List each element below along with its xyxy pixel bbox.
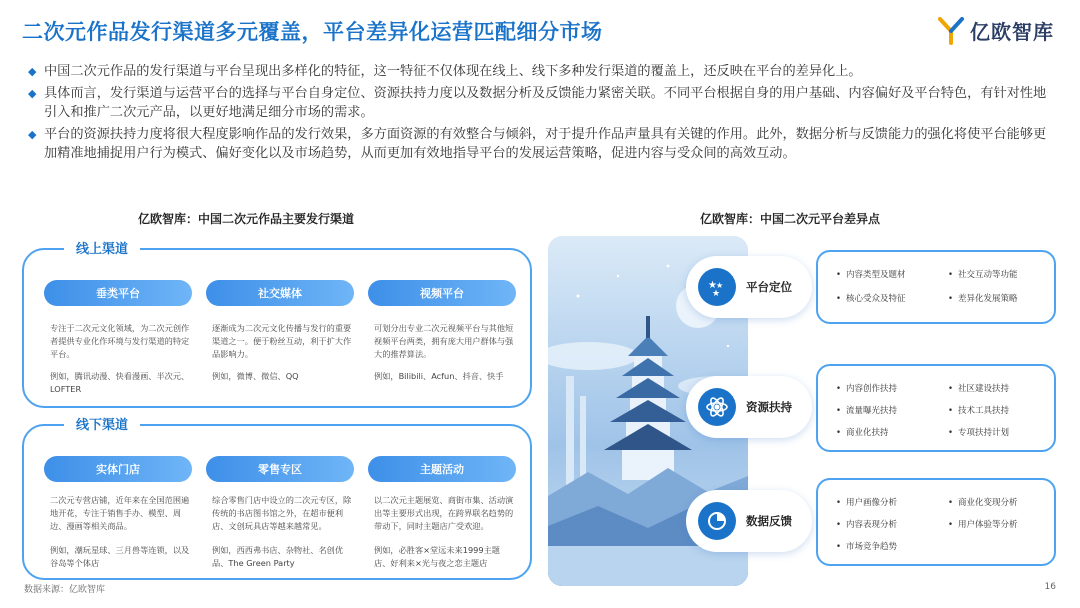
detail-item: • 内容类型及题材	[836, 268, 906, 280]
channel-label-retail-zone: 零售专区	[206, 456, 354, 482]
channel-desc: 综合零售门店中设立的二次元专区，除传统的书店图书馆之外，在超市便利店、文创玩具店等越来越常见。	[212, 495, 352, 531]
channel-label-themed-events: 主题活动	[368, 456, 516, 482]
logo-text: 亿欧智库	[970, 20, 1054, 44]
online-channels-box	[22, 242, 532, 408]
channel-desc: 以二次元主题展览、商街市集、活动演出等主要形式出现，在跨界联名趋势的带动下，同时主题店广受欢迎。	[374, 495, 514, 531]
data-source: 数据来源：亿欧智库	[24, 585, 106, 595]
data-feedback-badge	[686, 490, 812, 552]
logo-mark-icon	[938, 17, 964, 45]
summary-bullets	[28, 62, 1058, 166]
channel-desc: 二次元专营店铺，近年来在全国范围遍地开花，专注于销售手办、模型、周边、漫画等相关商品。	[50, 495, 190, 531]
page-title: 二次元作品发行渠道多元覆盖，平台差异化运营匹配细分市场	[22, 20, 603, 44]
channel-example: 例如，微博、微信、QQ	[212, 371, 299, 381]
channel-example: 例如，Bilibili、Acfun、抖音、快手	[374, 371, 504, 381]
resource-support-details	[816, 364, 1056, 452]
detail-item: • 社区建设扶持	[948, 382, 1009, 394]
pie-chart-icon	[698, 502, 736, 540]
detail-item: • 市场竞争趋势	[836, 540, 897, 552]
channel-label-physical-store: 实体门店	[44, 456, 192, 482]
platform-positioning-badge	[686, 256, 812, 318]
brand-logo	[938, 16, 1054, 45]
detail-item: • 内容表现分析	[836, 518, 897, 530]
diamond-icon: ◆	[28, 65, 37, 78]
detail-item: • 商业化变现分析	[948, 496, 1018, 508]
page-number: 16	[1044, 582, 1056, 592]
detail-item: • 技术工具扶持	[948, 404, 1009, 416]
channel-example: 例如，西西弗书店、杂物社、名创优品、The Green Party	[212, 545, 344, 568]
channel-label-video-platform: 视频平台	[368, 280, 516, 306]
offline-channels-box	[22, 418, 532, 580]
platform-section-title: 亿欧智库：中国二次元平台差异点	[700, 212, 881, 226]
detail-item: • 商业化扶持	[836, 426, 889, 438]
platform-positioning-details	[816, 250, 1056, 324]
channel-desc: 逐渐成为二次元文化传播与发行的重要渠道之一。便于粉丝互动，利于扩大作品影响力。	[212, 323, 352, 359]
channels-section-title: 亿欧智库：中国二次元作品主要发行渠道	[138, 212, 355, 226]
svg-text:★: ★	[712, 289, 721, 298]
channel-desc: 专注于二次元文化领域，为二次元创作者提供专业化作环境与发行渠道的特定平台。	[50, 323, 190, 359]
svg-text:★: ★	[716, 281, 724, 290]
bullet-text: 具体而言，发行渠道与运营平台的选择与平台自身定位、资源扶持力度以及数据分析及反馈能力紧密关联。不同平台根据自身的用户基础、内容偏好及平台特色，有针对性地引入和推广二次元产品，以更好地满足细分市场的需求。	[44, 86, 1047, 120]
online-channels-tag: 线上渠道	[64, 238, 140, 257]
resource-support-label: 资源扶持	[746, 400, 792, 414]
detail-item: • 内容创作扶持	[836, 382, 897, 394]
data-feedback-details	[816, 478, 1056, 566]
platform-positioning-label: 平台定位	[746, 280, 792, 294]
channel-example: 例如，潮玩星球、三月兽等连锁，以及谷岛等个体店	[50, 545, 190, 568]
stars-icon	[698, 268, 736, 306]
channel-desc: 可划分出专业二次元视频平台与其他短视频平台两类，拥有庞大用户群体与强大的推荐算法。	[374, 323, 514, 359]
data-feedback-label: 数据反馈	[746, 514, 792, 528]
detail-item: • 差异化发展策略	[948, 292, 1018, 304]
channel-label-vertical-platform: 垂类平台	[44, 280, 192, 306]
svg-text:★: ★	[708, 280, 717, 291]
detail-item: • 专项扶持计划	[948, 426, 1009, 438]
atom-icon	[698, 388, 736, 426]
bullet-text: 中国二次元作品的发行渠道与平台呈现出多样化的特征，这一特征不仅体现在线上、线下多种发行渠道的覆盖上，还反映在平台的差异化上。	[44, 64, 862, 79]
bullet-item	[28, 84, 1058, 122]
detail-item: • 流量曝光扶持	[836, 404, 897, 416]
detail-item: • 用户画像分析	[836, 496, 897, 508]
diamond-icon: ◆	[28, 128, 37, 141]
channel-label-social-media: 社交媒体	[206, 280, 354, 306]
channel-example: 例如，必胜客×堂远未来1999主题店、好利来×光与夜之恋主题店	[374, 545, 500, 568]
bullet-item	[28, 125, 1058, 163]
detail-item: • 用户体验等分析	[948, 518, 1018, 530]
bullet-text: 平台的资源扶持力度将很大程度影响作品的发行效果，多方面资源的有效整合与倾斜，对于提升作品声量具有关键的作用。此外，数据分析与反馈能力的强化将使平台能够更加精准地捕捉用户行为模式、偏好变化以及市场趋势，从而更加有效地指导平台的发展运营策略，促进内容与受众间的高效互动。	[44, 127, 1047, 161]
resource-support-badge	[686, 376, 812, 438]
detail-item: • 社交互动等功能	[948, 268, 1018, 280]
detail-item: • 核心受众及特征	[836, 292, 906, 304]
bullet-item	[28, 62, 1058, 81]
offline-channels-tag: 线下渠道	[64, 414, 140, 433]
diamond-icon: ◆	[28, 87, 37, 100]
channel-example: 例如，腾讯动漫、快看漫画、半次元、LOFTER	[50, 371, 190, 394]
